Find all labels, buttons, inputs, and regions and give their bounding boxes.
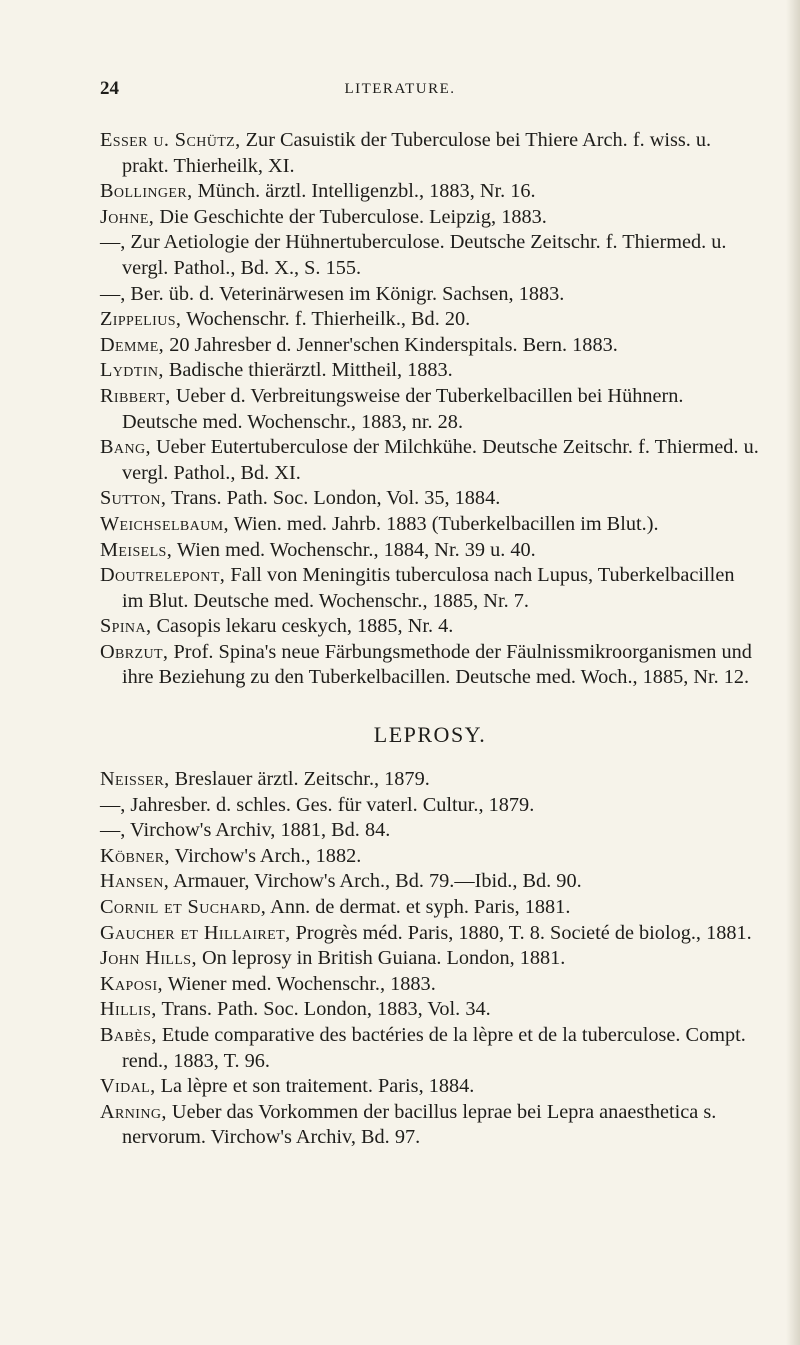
page-edge-shadow [786,0,800,1345]
reference-text: Prof. Spina's neue Färbungsmethode der Fäulnissmikroorganismen und ihre Beziehung zu den Tuberkelbacillen. Deutsche med. Woch., 1885, Nr. 12. [122,640,752,689]
reference-text: Trans. Path. Soc. London, Vol. 35, 1884. [166,487,501,510]
reference-author: Esser u. Schütz, [100,129,241,151]
reference-entry [100,844,760,870]
reference-author: Weichselbaum, [100,512,229,535]
reference-entry [100,435,760,486]
page-number: 24 [100,78,119,99]
reference-author: Neisser, [100,768,170,791]
reference-entry [100,972,760,998]
reference-text: Ueber Eutertuberculose der Milchkühe. Deutsche Zeitschr. f. Thiermed. u. vergl. Pathol., Bd. XI. [122,436,759,484]
page-header [0,78,800,108]
reference-text: Trans. Path. Soc. London, 1883, Vol. 34. [156,998,491,1021]
reference-text: Wien med. Wochenschr., 1884, Nr. 39 u. 40. [172,538,536,561]
reference-entry [100,1100,760,1151]
reference-author: Doutrelepont, [100,564,226,587]
reference-text: Münch. ärztl. Intelligenzbl., 1883, Nr. 16. [192,180,536,203]
reference-entry [100,997,760,1023]
reference-entry [100,358,760,384]
reference-text: —, Ber. üb. d. Veterinärwesen im Königr. Sachsen, 1883. [100,282,565,305]
reference-entry [100,946,760,972]
reference-entry [100,818,760,844]
reference-entry [100,563,760,614]
reference-entry [100,614,760,640]
reference-author: Johne, [100,205,155,228]
reference-text: Ueber d. Verbreitungsweise der Tuberkelbacillen bei Hühnern. Deutsche med. Wochenschr., 1883, nr. 28. [122,384,684,433]
reference-text: Breslauer ärztl. Zeitschr., 1879. [169,768,430,791]
reference-author: Sutton, [100,487,167,510]
reference-entry [100,179,760,205]
reference-entry [100,512,760,538]
reference-text: Etude comparative des bactéries de la lèpre et de la tuberculose. Compt. rend., 1883, T. 96. [122,1024,746,1072]
reference-author: Obrzut, [100,640,169,663]
reference-entry [100,384,760,435]
reference-entry [100,230,760,281]
reference-text: Virchow's Arch., 1882. [169,844,362,867]
reference-entry [100,1074,760,1100]
reference-author: Demme, [100,333,165,356]
reference-entry [100,128,760,179]
reference-entry [100,538,760,564]
section-heading-leprosy: LEPROSY. [373,722,487,748]
reference-entry [100,869,760,895]
reference-author: Spina, [100,615,152,638]
reference-text: Wien. med. Jahrb. 1883 (Tuberkelbacillen im Blut.). [228,512,659,535]
reference-text: Ueber das Vorkommen der bacillus leprae bei Lepra anaesthetica s. nervorum. Virchow's Archiv, Bd. 97. [122,1100,717,1149]
reference-text: Progrès méd. Paris, 1880, T. 8. Societé de biolog., 1881. [290,921,752,944]
reference-text: Ann. de dermat. et syph. Paris, 1881. [266,896,571,919]
literature-list [100,128,760,1151]
reference-author: Babès, [100,1024,157,1046]
reference-text: On leprosy in British Guiana. London, 1881. [196,947,566,970]
reference-entry [100,1023,760,1074]
reference-entry [100,767,760,793]
reference-author: Zippelius, [100,308,182,331]
reference-entry [100,205,760,231]
reference-entry [100,486,760,512]
reference-author: Cornil et Suchard, [100,896,267,919]
reference-entry [100,640,760,691]
reference-text: Wochenschr. f. Thierheilk., Bd. 20. [181,308,471,331]
reference-text: —, Jahresber. d. schles. Ges. für vaterl. Cultur., 1879. [100,793,535,816]
reference-author: Vidal, [100,1075,156,1098]
reference-author: Bang, [100,436,151,459]
reference-text: Armauer, Virchow's Arch., Bd. 79.—Ibid., Bd. 90. [169,870,582,893]
reference-entry [100,921,760,947]
running-title: LITERATURE. [344,81,456,97]
leprosy-reference-list [100,767,760,1151]
reference-author: Hillis, [100,998,157,1021]
reference-text: La lèpre et son traitement. Paris, 1884. [155,1075,475,1098]
reference-text: —, Virchow's Archiv, 1881, Bd. 84. [100,819,391,842]
reference-text: Badische thierärztl. Mittheil, 1883. [163,359,453,382]
reference-author: Arning, [100,1100,167,1123]
reference-text: Die Geschichte der Tuberculose. Leipzig, 1883. [154,205,547,228]
reference-text: Zur Casuistik der Tuberculose bei Thiere Arch. f. wiss. u. prakt. Thierheilk, XI. [122,129,712,177]
reference-author: Kaposi, [100,972,163,995]
reference-text: —, Zur Aetiologie der Hühnertuberculose. Deutsche Zeitschr. f. Thiermed. u. vergl. Pathol., Bd. X., S. 155. [100,231,727,279]
reference-author: Ribbert, [100,384,171,407]
reference-author: Köbner, [100,844,170,867]
reference-author: Gaucher et Hillairet, [100,921,291,944]
reference-text: Fall von Meningitis tuberculosa nach Lupus, Tuberkelbacillen im Blut. Deutsche med. Wochenschr., 1885, Nr. 7. [122,564,735,612]
reference-entry [100,793,760,819]
reference-author: Lydtin, [100,359,164,382]
reference-entry [100,333,760,359]
reference-author: Bollinger, [100,180,193,203]
reference-text: Wiener med. Wochenschr., 1883. [162,972,436,995]
reference-author: Hansen, [100,870,170,893]
reference-entry [100,307,760,333]
tuberculosis-reference-list [100,128,760,691]
reference-text: 20 Jahresber d. Jenner'schen Kinderspitals. Bern. 1883. [164,333,618,356]
reference-entry [100,895,760,921]
reference-author: Meisels, [100,538,173,561]
reference-entry [100,282,760,308]
reference-author: John Hills, [100,947,197,970]
reference-text: Casopis lekaru ceskych, 1885, Nr. 4. [151,615,454,638]
